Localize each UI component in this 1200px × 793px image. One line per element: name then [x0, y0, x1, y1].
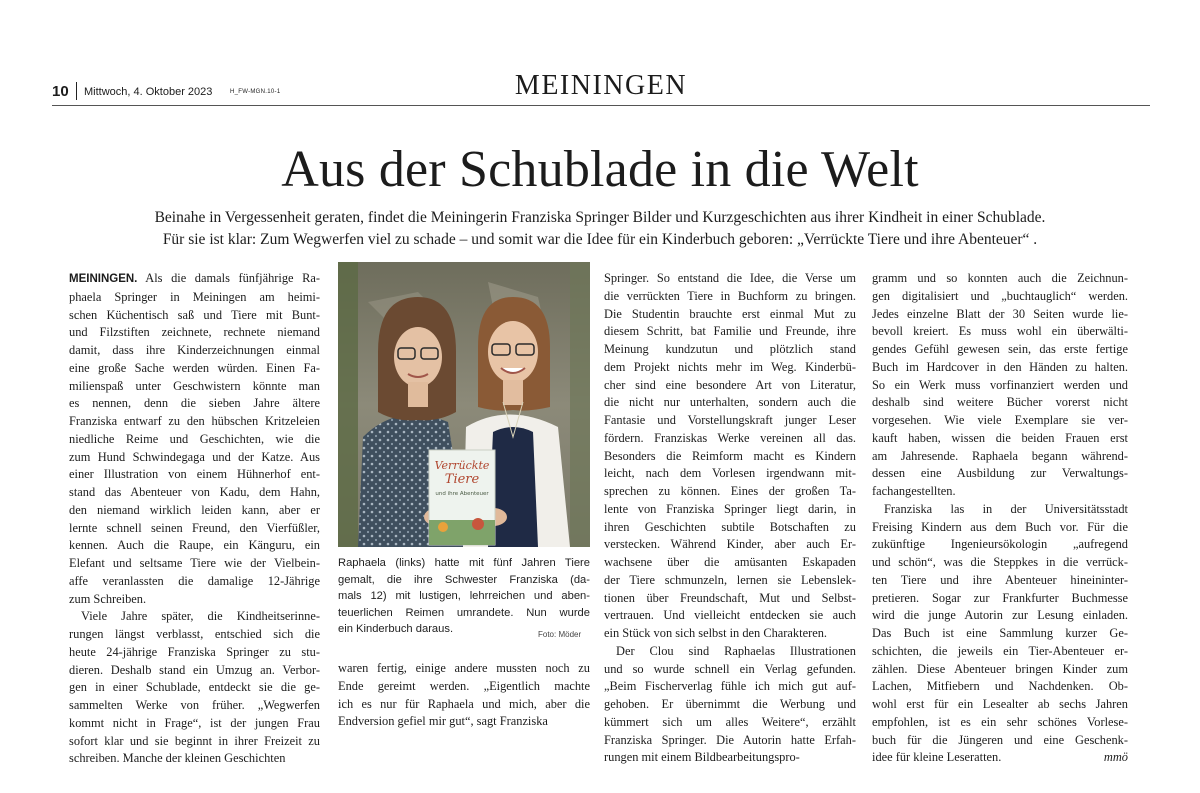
text-line: deshalb sind weitere Bücher vorerst nicht: [872, 395, 1128, 410]
text-line: zum Hund Schwindegaga und der Katze. Aus: [69, 449, 320, 464]
article-headline: Aus der Schublade in die Welt: [281, 141, 919, 198]
caption-line: gemalt, die ihre Schwester Franziska (da-: [338, 573, 590, 586]
deck-line: Beinahe in Vergessenheit geraten, findet die Meiningerin Franziska Springer Bilder und Kurzgeschichten aus ihrer Kindheit in einer Schublade.: [154, 209, 1046, 226]
book-title-line2: Tiere: [444, 472, 480, 487]
text-line: kommt nicht in Frage“, ist der jungen Frau: [69, 715, 320, 730]
text-line: pretieren. Sogar zur Frankfurter Buchmesse: [872, 590, 1128, 605]
text-line: Franziska entwarf zu den hübschen Kritzeleien: [69, 414, 320, 428]
text-line: eine große Sache werden würden. Einen Fa-: [69, 360, 320, 375]
caption-line: teuerlichen Reimen umrandete. Nun wurde: [338, 606, 590, 619]
text-line: milienspaß unter Geschwistern könnte man: [69, 378, 320, 393]
text-line: und schön“, was die Steppkes in die verrück-: [872, 555, 1128, 569]
text-line: Buch im Hardcover in den Händen zu halten.: [872, 359, 1128, 374]
text-line: cher sind eine besondere Art von Literatur,: [604, 377, 856, 392]
dateline-kicker: MEININGEN.: [69, 273, 138, 285]
text-line: gehoben. Er übernimmt die Werbung und: [604, 697, 856, 711]
text-line: heute 24-jährige Franziska Springer zu stu-: [69, 644, 320, 659]
book-title-line3: und ihre Abenteuer: [435, 491, 489, 497]
text-line: die nicht nur unterhalten, sondern auch die: [604, 395, 856, 410]
text-line: dieren. Deshalb stand ein Umzug an. Verbor-: [69, 662, 320, 677]
text-line: vorgesehen. Wie viele Exemplare sie ver-: [872, 413, 1128, 427]
text-line: einer Illustration von einem Hühnerhof ent-: [69, 467, 320, 482]
text-line: und Filzstiften zeichnete, rechnete niemand: [69, 325, 320, 340]
text-line: gendes Gefühl gewesen sein, das erste fertige: [872, 342, 1128, 356]
text-line: Das Buch ist eine Sammlung kurzer Ge-: [872, 626, 1128, 640]
text-line: kauft haben, wissen die beiden Frauen erst: [872, 430, 1128, 445]
text-line: lernte schnell seinen Freund, den Vierfüßler,: [69, 520, 320, 535]
text-line: schichten, die jeweils ein Tier-Abenteuer er-: [872, 643, 1128, 658]
text-line: empfohlen, ist es ein sehr schönes Vorlese-: [872, 714, 1128, 729]
text-line: Viele Jahre später, die Kindheitserinne-: [81, 609, 320, 624]
text-line: Freising Kindern aus dem Buch vor. Für die: [872, 519, 1128, 534]
text-line: waren fertig, einige andere mussten noch zu: [338, 661, 590, 675]
text-line: zukünftige Ingenieursökologin „aufregend: [872, 537, 1128, 552]
text-line: wohl erst für ein Lesealter ab sechs Jahren: [872, 697, 1128, 711]
text-line: ich es nur für Raphaela und mich, aber die: [338, 696, 590, 711]
text-line: „Beim Fischerverlag fühle ich mich gut auf-: [604, 679, 856, 694]
text-line: gramm und so konnten auch die Zeichnun-: [872, 271, 1128, 285]
text-line: So ein Werk muss vorfinanziert werden und: [872, 377, 1128, 392]
text-line: und so wurde schnell ein Verlag gefunden.: [604, 661, 856, 676]
text-line: rungen längst verblasst, entschied sich die: [69, 627, 320, 641]
text-line: es nennen, denn die sieben Jahre ältere: [69, 396, 320, 411]
text-line: Endversion gefiel mir gut“, sagt Franziska: [338, 714, 548, 729]
text-line: leicht, nach dem Vorlesen irgendwann mit-: [604, 466, 856, 481]
article-column-4: [872, 270, 1128, 767]
edition-code: H_FW-MGN.10-1: [230, 89, 281, 95]
text-line-body: Als die damals fünfjährige Ra-: [137, 271, 320, 285]
text-line: der Tiere schmunzeln, lernen sie Lebenslek-: [604, 572, 856, 587]
text-line: Ende gereimt werden. „Eigentlich machte: [338, 678, 590, 693]
text-line: stand das Abenteuer von Kadu, dem Hahn,: [69, 485, 320, 499]
text-line: [69, 270, 320, 289]
text-line: schen Küchentisch saß und Tiere mit Bunt-: [69, 307, 320, 322]
text-line: sofort klar und sie beginnt in ihrer Freizeit zu: [69, 733, 320, 748]
text-line: damit, dass ihre Kinderzeichnungen einmal: [69, 343, 320, 357]
text-line: fördern. Franziskas Werke vereinen all das.: [604, 430, 856, 445]
text-line: Besonders die Reimform macht es Kindern: [604, 448, 856, 463]
text-line: ten Tiere und ihre Abenteuer hineininter-: [872, 572, 1128, 587]
photo-caption: [338, 555, 590, 638]
author-signoff: mmö: [1103, 750, 1128, 765]
section-title: MEININGEN: [514, 70, 688, 101]
text-line-body: idee für kleine Leseratten.: [872, 750, 1002, 765]
text-line: kümmert sich um alles Weitere“, erzählt: [604, 714, 856, 729]
article-column-1: [69, 270, 320, 768]
text-line: sammelten Werke von früher. „Wegwerfen: [69, 698, 320, 712]
text-line: ihren Geschichten subtile Botschaften zu: [604, 519, 856, 534]
text-line: bevoll kreiert. Es muss wohl ein überwälti-: [872, 324, 1128, 339]
text-line: Springer. So entstand die Idee, die Verse um: [604, 271, 856, 285]
text-line: lente von Franziska Springer liegt darin, in: [604, 501, 856, 516]
text-line: affe veranlassten die damalige 12-Jährige: [69, 573, 320, 588]
text-line: gen in einer Schublade, entdeckt sie die ge-: [69, 680, 320, 695]
text-line: Die Studentin brauchte erst einmal Mut zu: [604, 306, 856, 321]
text-line: wird die junge Autorin zur Lesung einladen.: [872, 608, 1128, 623]
text-line: zählen. Diese Abenteuer bringen Kinder zum: [872, 661, 1128, 676]
page-number: 10: [52, 83, 69, 100]
photo-illustration: [338, 262, 590, 547]
text-line: buch für die Jüngeren und eine Geschenk-: [872, 732, 1128, 747]
text-line: Lachen, Mitfiebern und Nachdenken. Ob-: [872, 679, 1128, 694]
caption-line: ein Kinderbuch daraus.: [338, 623, 454, 636]
text-line: wachsene über die amüsanten Eskapaden: [604, 555, 856, 569]
caption-line: Raphaela (links) hatte mit fünf Jahren Tiere: [338, 557, 590, 569]
text-line: tionen über Freundschaft, Mut und Selbst-: [604, 590, 856, 605]
text-line: diesem Schritt, bat Familie und Freunde, ihre: [604, 324, 856, 339]
text-line: kennen. Auch die Raupe, ein Känguru, ein: [69, 538, 320, 553]
text-line: rungen mit einem Bildbearbeitungspro-: [604, 750, 800, 765]
page-header: [52, 70, 1150, 106]
article-column-3: [604, 270, 856, 767]
text-line: gen digitalisiert und „buchtauglich“ werden.: [872, 288, 1128, 303]
book-title-line1: Verrückte: [434, 459, 490, 472]
text-line: die verrückten Tiere in Buchform zu bringen.: [604, 288, 856, 303]
text-line: dem Projekt nichts mehr im Weg. Kinderbü-: [604, 359, 856, 374]
text-line: ein Stück von sich selbst in den Charakteren.: [604, 626, 827, 640]
article-deck: [0, 207, 1200, 251]
text-line: dessen eine Ausbildung zur Verwaltungs-: [872, 466, 1128, 481]
text-line: Franziska las in der Universitätsstadt: [884, 501, 1128, 516]
text-line: Fantasie und Vorstellungskraft junger Leser: [604, 413, 856, 427]
text-line: Jedes einzelne Blatt der 30 Seiten wurde lie-: [872, 306, 1128, 321]
photo-credit: Foto: Möder: [538, 630, 582, 639]
text-line: phaela Springer in Meiningen am heimi-: [69, 289, 320, 304]
text-line: den niemand wirklich leiden kann, aber er: [69, 502, 320, 517]
text-line: verstecken. Während Kinder, aber auch Er-: [604, 537, 856, 552]
text-line: [872, 749, 1128, 767]
caption-line: mals 12) mit lustigen, lehrreichen und aben-: [338, 590, 590, 603]
text-line: Elefant und seltsame Tiere wie der Vielbein-: [69, 556, 320, 570]
text-line: schreiben. Manche der kleinen Geschichten: [69, 751, 286, 766]
issue-date: Mittwoch, 4. Oktober 2023: [84, 86, 213, 98]
text-line: zum Schreiben.: [69, 591, 147, 606]
text-line: sprechen zu können. Eines der großen Ta-: [604, 484, 856, 498]
text-line: Meinung kundzutun und plötzlich stand: [604, 342, 856, 356]
text-line: fachangestellten.: [872, 484, 956, 498]
deck-line: Für sie ist klar: Zum Wegwerfen viel zu schade – und somit war die Idee für ein Kinderbuch geboren: „Verrückte Tiere und ihre Abenteuer“ .: [162, 231, 1038, 248]
text-line: am Jahresende. Raphaela begann während-: [872, 448, 1128, 463]
article-photo: [338, 262, 590, 547]
article-column-2: [338, 660, 590, 731]
text-line: niedliche Reime und Geschichten, wie die: [69, 431, 320, 446]
header-rule: [52, 105, 1150, 106]
text-line: Der Clou sind Raphaelas Illustrationen: [616, 643, 856, 658]
text-line: Franziska Springer. Die Autorin hatte Erfah-: [604, 732, 856, 747]
text-line: vertrauen. Und vielleicht entdecken sie auch: [604, 608, 856, 623]
